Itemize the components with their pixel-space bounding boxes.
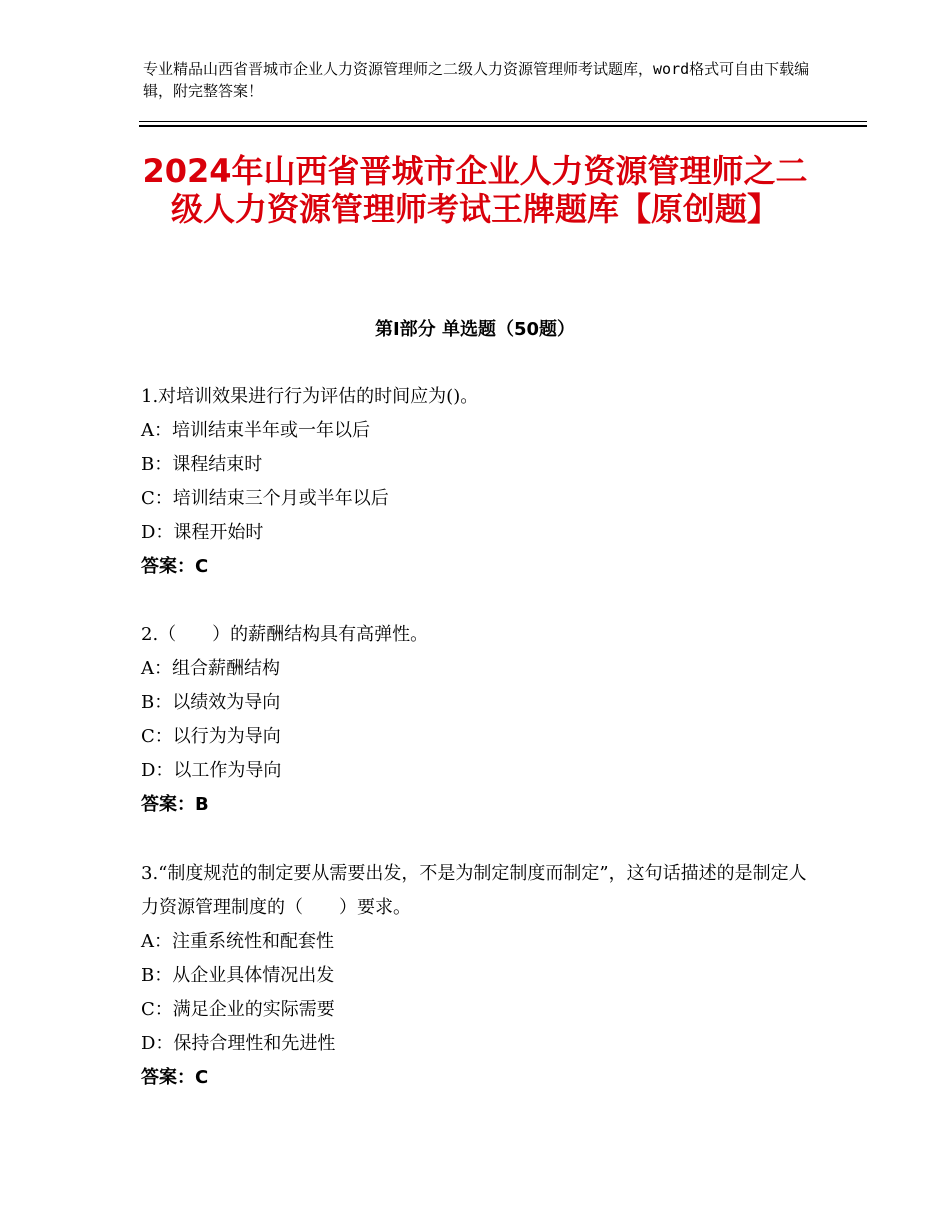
option-d: D：保持合理性和先进性	[141, 1033, 336, 1054]
question-stem: 1.对培训效果进行行为评估的时间应为()。	[141, 386, 479, 407]
option-a: A：注重系统性和配套性	[141, 931, 334, 952]
option-b: B：从企业具体情况出发	[141, 965, 335, 986]
option-c: C：满足企业的实际需要	[141, 999, 335, 1020]
document-title: 2024年山西省晋城市企业人力资源管理师之二级人力资源管理师考试王牌题库【原创题】	[142, 152, 808, 228]
question-3	[141, 857, 821, 1095]
question-stem: 2.（ ）的薪酬结构具有高弹性。	[141, 624, 429, 645]
option-d: D：课程开始时	[141, 522, 264, 543]
question-1	[141, 380, 821, 584]
option-c: C：以行为为导向	[141, 726, 281, 747]
option-c: C：培训结束三个月或半年以后	[141, 488, 389, 509]
header-rule-thick	[139, 125, 867, 127]
option-a: A：组合薪酬结构	[141, 658, 280, 679]
header-rule-thin	[139, 121, 867, 122]
option-d: D：以工作为导向	[141, 760, 282, 781]
option-b: B：以绩效为导向	[141, 692, 281, 713]
option-a: A：培训结束半年或一年以后	[141, 420, 370, 441]
question-stem: 3.“制度规范的制定要从需要出发，不是为制定制度而制定”，这句话描述的是制定人力资源管理制度的（ ）要求。	[141, 863, 807, 918]
question-2	[141, 618, 821, 822]
answer: 答案：B	[141, 794, 209, 815]
answer: 答案：C	[141, 1067, 209, 1088]
answer: 答案：C	[141, 556, 209, 577]
header-note: 专业精品山西省晋城市企业人力资源管理师之二级人力资源管理师考试题库，word格式可自由下载编辑，附完整答案！	[143, 60, 810, 100]
option-b: B：课程结束时	[141, 454, 263, 475]
section-heading: 第Ⅰ部分 单选题（50题）	[374, 319, 575, 340]
